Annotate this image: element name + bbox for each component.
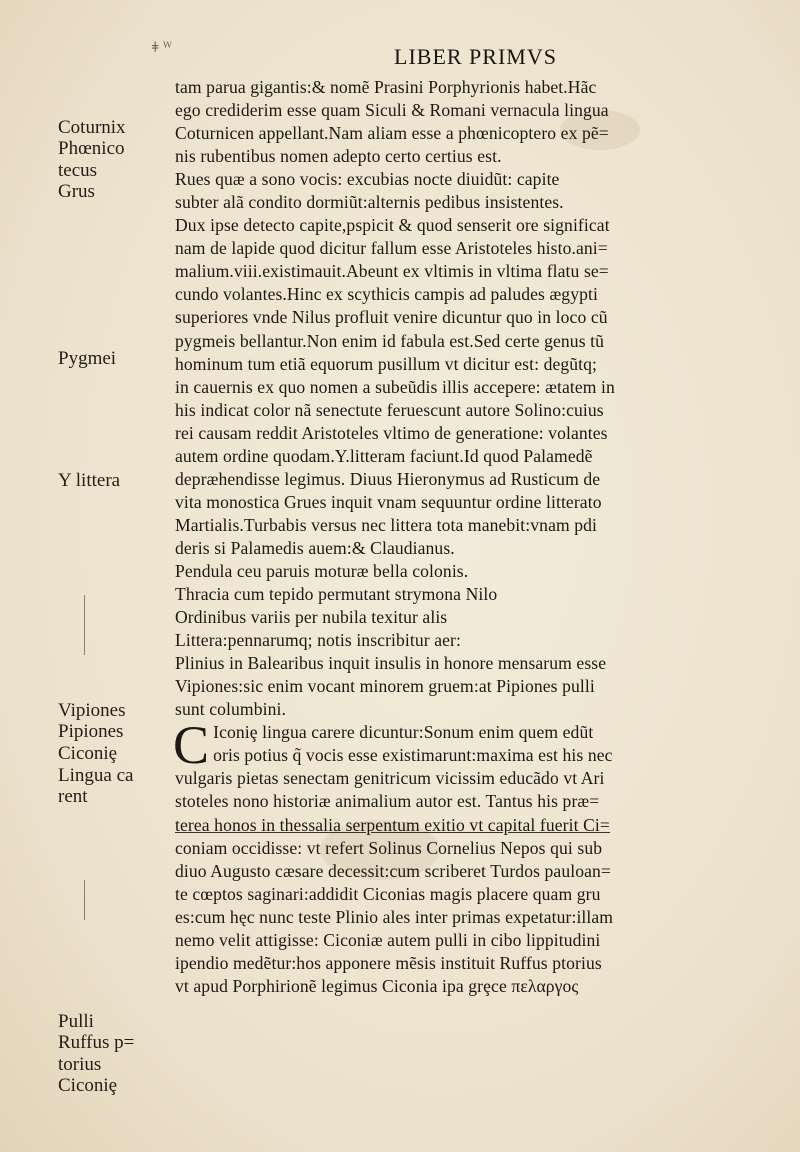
text-line: subter alã condito dormiũt:alternis pedibus insistentes.	[175, 192, 564, 213]
text-line: in cauernis ex quo nomen a subeũdis illis accepere: ætatem in	[175, 376, 615, 397]
verse-line: Pendula ceu paruis moturæ bella colonis.	[175, 560, 469, 581]
text-line: malium.viii.existimauit.Abeunt ex vltimis in vltima flatu se=	[175, 261, 609, 282]
text-line: cundo volantes.Hinc ex scythicis campis ad paludes ægypti	[175, 284, 598, 305]
text-line: nemo velit attigisse: Ciconiæ autem pulli in cibo lippitudini	[175, 929, 601, 950]
folio-mark: ǂ ᵂ	[152, 40, 172, 56]
text-line: es:cum hęc nunc teste Plinio ales inter primas expetatur:illam	[175, 906, 614, 927]
text-line: stoteles nono historiæ animalium autor est. Tantus his præ=	[175, 791, 600, 812]
text-line: deris si Palamedis auem:& Claudianus.	[175, 537, 455, 558]
text-line: Rues quæ a sono vocis: excubias nocte diuidũt: capite	[175, 169, 560, 190]
verse-line: Ordinibus variis per nubila texitur alis	[175, 607, 448, 628]
text-line: vulgaris pietas senectam genitricum vicissim educãdo vt Ari	[175, 768, 605, 789]
margin-note-rent: rent	[58, 786, 88, 807]
margin-note-y-littera: Y littera	[58, 470, 121, 491]
text-line: Martialis.Turbabis versus nec littera tota manebit:vnam pdi	[175, 514, 598, 535]
text-line: sunt columbini.	[175, 699, 286, 720]
text-line: vt apud Porphirionẽ legimus Ciconia ipa grȩce πελαργος	[175, 975, 579, 996]
ciconia-paragraph	[173, 715, 775, 998]
text-line: vita monostica Grues inquit vnam sequuntur ordine litterato	[175, 491, 602, 512]
text-line: tam parua gigantis:& nomẽ Prasini Porphyrionis habet.Hãc	[175, 77, 597, 97]
margin-note-tecus: tecus	[58, 160, 98, 181]
margin-note-ciconie-2: Ciconiȩ	[58, 1075, 118, 1096]
drop-cap-initial: C	[173, 715, 210, 776]
text-line: nis rubentibus nomen adepto certo certius est.	[175, 146, 502, 167]
text-line: Vipiones:sic enim vocant minorem gruem:at Pipiones pulli	[175, 676, 595, 697]
verse-line: Thracia cum tepido permutant strymona Nilo	[175, 584, 498, 605]
text-line: his indicat color nã senectute feruescunt autore Solino:cuius	[175, 399, 604, 420]
margin-note-torius: torius	[58, 1054, 102, 1075]
text-line: rei causam reddit Aristoteles vltimo de generatione: volantes	[175, 422, 608, 443]
text-line: nam de lapide quod dicitur fallum esse Aristoteles histo.ani=	[175, 238, 608, 259]
text-line: superiores vnde Nilus profluit venire dicuntur quo in loco cũ	[175, 307, 608, 328]
margin-note-grus: Grus	[58, 181, 95, 202]
text-line: oris potius q̃ vocis esse existimarunt:maxima est his nec	[213, 745, 613, 766]
text-line: ipendio medẽtur:hos apponere mẽsis instituit Ruffus ptorius	[175, 952, 602, 973]
margin-note-vipiones: Vipiones	[58, 700, 126, 721]
verse-line: Littera:pennarumq; notis inscribitur aer:	[175, 630, 462, 651]
margin-note-phoenicopterus: Phœnico	[58, 138, 125, 159]
text-line: autem ordine quodam.Y.litteram faciunt.Id quod Palamedẽ	[175, 445, 593, 466]
text-line: Dux ipse detecto capite,pspicit & quod senserit ore significat	[175, 215, 610, 236]
text-line: Coturnicen appellant.Nam aliam esse a phœnicoptero ex pẽ=	[175, 123, 609, 144]
text-line: coniam occidisse: vt refert Solinus Cornelius Nepos qui sub	[175, 837, 603, 858]
margin-note-pygmei: Pygmei	[58, 348, 117, 369]
text-line: diuo Augusto cæsare decessit:cum scriberet Turdos pauloan=	[175, 860, 611, 881]
margin-note-pipiones: Pipiones	[58, 721, 124, 742]
running-header: LIBER PRIMVS	[394, 44, 557, 69]
text-line: Iconiȩ lingua carere dicuntur:Sonum enim quem edũt	[213, 722, 594, 743]
text-line: depræhendisse legimus. Diuus Hieronymus ad Rusticum de	[175, 468, 601, 489]
margin-note-lingua-ca: Lingua ca	[58, 765, 134, 786]
text-line: hominum tum etiã equorum pusillum vt dicitur est: degũtq;	[175, 353, 598, 374]
margin-rule	[84, 880, 85, 920]
margin-note-ciconie: Ciconiȩ	[58, 743, 118, 764]
body-text	[175, 76, 775, 998]
text-line: pygmeis bellantur.Non enim id fabula est.Sed certe genus tũ	[175, 330, 605, 351]
margin-rule	[84, 595, 85, 655]
margin-note-coturnix: Coturnix	[58, 117, 126, 138]
text-line: terea honos in thessalia serpentum exitio vt capital fuerit Ci=	[175, 814, 610, 835]
margin-note-pulli: Pulli	[58, 1011, 94, 1032]
text-line: ego crediderim esse quam Siculi & Romani vernacula lingua	[175, 100, 609, 121]
margin-note-ruffus: Ruffus p=	[58, 1032, 135, 1053]
text-line: te cœptos saginari:addidit Ciconias magis placere quam gru	[175, 883, 601, 904]
text-line: Plinius in Balearibus inquit insulis in honore mensarum esse	[175, 653, 607, 674]
